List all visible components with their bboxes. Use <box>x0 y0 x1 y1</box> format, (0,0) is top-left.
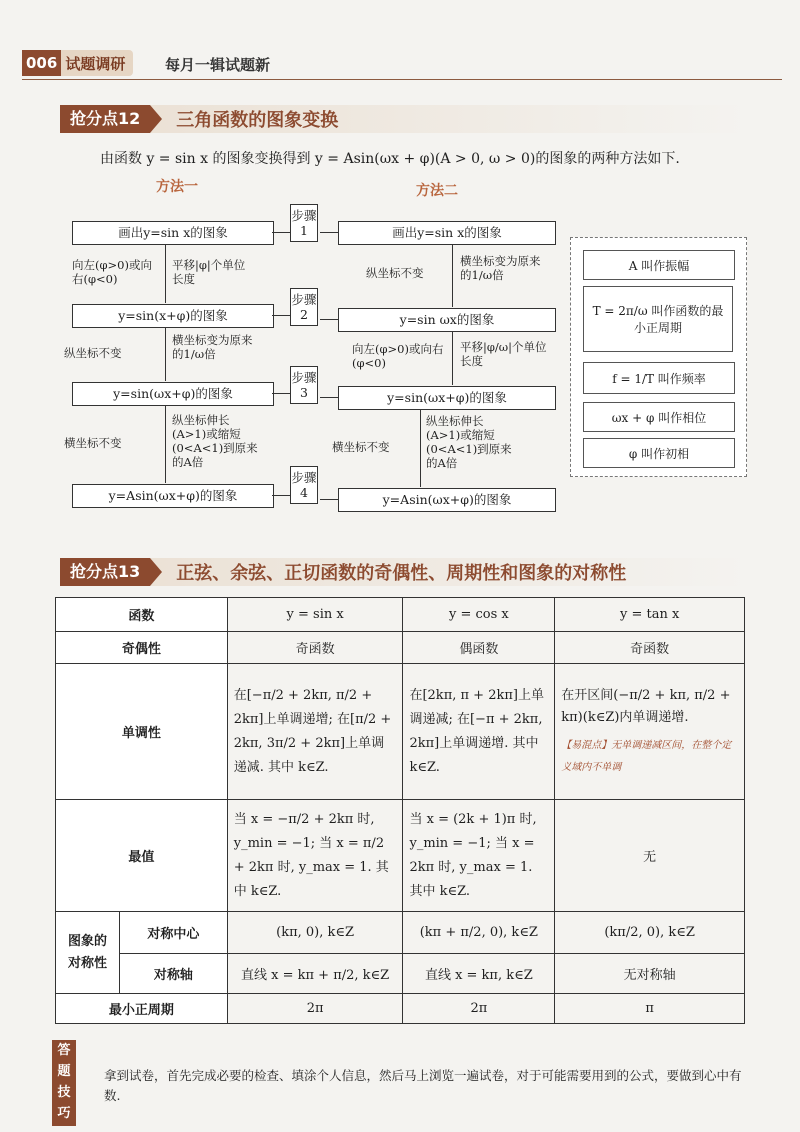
cell-sin-extrema: 当 x = −π/2 + 2kπ 时, y_min = −1; 当 x = π/2 + 2kπ 时, y_max = 1. 其中 k∈Z. <box>227 800 403 912</box>
m2-arrow-2 <box>452 332 453 385</box>
m2-connector-4 <box>320 499 338 500</box>
m2-connector-3 <box>320 397 338 398</box>
m2-note-shift-amt: 平移|φ/ω|个单位长度 <box>460 340 547 368</box>
tan-handwritten-note: 【易混点】无单调递减区间，在整个定义域内不单调 <box>561 739 732 773</box>
m2-box-2: y=sin ωx的图象 <box>338 308 556 332</box>
m2-note-h-scale: 横坐标变为原来的1/ω倍 <box>460 254 541 282</box>
cell-cos-center: (kπ + π/2, 0), k∈Z <box>403 912 555 954</box>
header-sin: y = sin x <box>227 598 403 632</box>
m1-box-4: y=Asin(ωx+φ)的图象 <box>72 484 274 508</box>
method-2-label: 方法二 <box>416 183 458 199</box>
m2-box-3: y=sin(ωx+φ)的图象 <box>338 386 556 410</box>
step-3: 步骤3 <box>290 366 318 404</box>
section-12-tag: 抢分点12 <box>60 105 150 133</box>
m2-arrow-3 <box>420 410 421 487</box>
cell-cos-parity: 偶函数 <box>403 632 555 664</box>
step-4: 步骤4 <box>290 466 318 504</box>
properties-table <box>55 597 745 1024</box>
m1-box-1: 画出y=sin x的图象 <box>72 221 274 245</box>
tan-monotonic-text: 在开区间(−π/2 + kπ, π/2 + kπ)(k∈Z)内单调递增. <box>561 687 731 725</box>
m2-arrow-1 <box>452 245 453 307</box>
step-2: 步骤2 <box>290 288 318 326</box>
m1-arrow-2 <box>165 328 166 381</box>
cell-sin-monotonic: 在[−π/2 + 2kπ, π/2 + 2kπ]上单调递增; 在[π/2 + 2kπ, 3π/2 + 2kπ]上单调递减. 其中 k∈Z. <box>227 664 403 800</box>
table-row <box>56 800 745 912</box>
step-1: 步骤1 <box>290 204 318 242</box>
cell-cos-axis: 直线 x = kπ, k∈Z <box>403 954 555 994</box>
m1-note-v-scale: 纵坐标伸长(A>1)或缩短(0<A<1)到原来的A倍 <box>172 413 258 469</box>
cell-sin-axis: 直线 x = kπ + π/2, k∈Z <box>227 954 403 994</box>
section-13-banner <box>60 558 750 586</box>
m1-arrow-3 <box>165 406 166 483</box>
row-label-axis: 对称轴 <box>119 954 227 994</box>
cell-sin-period: 2π <box>227 994 403 1024</box>
cell-tan-axis: 无对称轴 <box>555 954 745 994</box>
m2-note-v-keep: 纵坐标不变 <box>366 266 424 280</box>
row-label-symmetry: 图象的对称性 <box>56 912 120 994</box>
table-row <box>56 632 745 664</box>
m1-arrow-1 <box>165 245 166 303</box>
header-tan: y = tan x <box>555 598 745 632</box>
section-12-title: 三角函数的图象变换 <box>176 110 339 131</box>
m1-note-shift-amt: 平移|φ|个单位长度 <box>172 258 246 286</box>
cell-tan-monotonic <box>555 664 745 800</box>
m1-note-shift-dir: 向左(φ>0)或向右(φ<0) <box>72 258 152 286</box>
m1-connector-1 <box>272 232 290 233</box>
row-label-parity: 奇偶性 <box>56 632 228 664</box>
def-phase: ωx + φ 叫作相位 <box>583 402 735 432</box>
m1-connector-4 <box>272 495 290 496</box>
def-frequency: f = 1/T 叫作频率 <box>583 362 735 394</box>
table-row <box>56 664 745 800</box>
table-row <box>56 598 745 632</box>
m2-box-4: y=Asin(ωx+φ)的图象 <box>338 488 556 512</box>
cell-sin-parity: 奇函数 <box>227 632 403 664</box>
cell-tan-period: π <box>555 994 745 1024</box>
cell-tan-parity: 奇函数 <box>555 632 745 664</box>
m1-note-v-keep: 纵坐标不变 <box>64 346 122 360</box>
cell-tan-center: (kπ/2, 0), k∈Z <box>555 912 745 954</box>
header-rule <box>22 79 782 80</box>
table-row <box>56 912 745 954</box>
chevron-icon <box>150 558 162 586</box>
m2-note-h-keep: 横坐标不变 <box>332 440 390 454</box>
page-number: 006 <box>22 50 61 76</box>
m2-connector-2 <box>320 319 338 320</box>
section-12-banner <box>60 105 750 133</box>
def-period: T = 2π/ω 叫作函数的最小正周期 <box>583 286 733 352</box>
section-13-title: 正弦、余弦、正切函数的奇偶性、周期性和图象的对称性 <box>176 563 627 584</box>
header-function: 函数 <box>56 598 228 632</box>
m2-box-1: 画出y=sin x的图象 <box>338 221 556 245</box>
chevron-icon <box>150 105 162 133</box>
m1-box-3: y=sin(ωx+φ)的图象 <box>72 382 274 406</box>
m2-connector-1 <box>320 232 338 233</box>
m1-box-2: y=sin(x+φ)的图象 <box>72 304 274 328</box>
cell-cos-extrema: 当 x = (2k + 1)π 时, y_min = −1; 当 x = 2kπ 时, y_max = 1. 其中 k∈Z. <box>403 800 555 912</box>
def-amplitude: A 叫作振幅 <box>583 250 735 280</box>
m1-connector-3 <box>272 393 290 394</box>
section-12-intro: 由函数 y = sin x 的图象变换得到 y = Asin(ωx + φ)(A > 0, ω > 0)的图象的两种方法如下. <box>100 151 680 167</box>
m2-note-shift-dir: 向左(φ>0)或向右(φ<0) <box>352 342 444 370</box>
tip-label: 答题技巧 <box>52 1040 76 1126</box>
section-13-tag: 抢分点13 <box>60 558 150 586</box>
method-1-label: 方法一 <box>156 179 198 195</box>
table-row <box>56 994 745 1024</box>
header-badge <box>22 50 133 76</box>
row-label-center: 对称中心 <box>119 912 227 954</box>
m1-note-h-keep: 横坐标不变 <box>64 436 122 450</box>
row-label-monotonic: 单调性 <box>56 664 228 800</box>
cell-cos-monotonic: 在[2kπ, π + 2kπ]上单调递减; 在[−π + 2kπ, 2kπ]上单调递增. 其中 k∈Z. <box>403 664 555 800</box>
header-cos: y = cos x <box>403 598 555 632</box>
def-initial-phase: φ 叫作初相 <box>583 438 735 468</box>
tip-text: 拿到试卷，首先完成必要的检查、填涂个人信息，然后马上浏览一遍试卷，对于可能需要用到的公式，要做到心中有数. <box>104 1068 742 1103</box>
cell-tan-extrema: 无 <box>555 800 745 912</box>
row-label-period: 最小正周期 <box>56 994 228 1024</box>
definitions-box <box>570 237 747 477</box>
header-subtitle: 每月一辑试题新 <box>165 56 271 74</box>
m1-note-h-scale: 横坐标变为原来的1/ω倍 <box>172 333 253 361</box>
column-name: 试题调研 <box>65 54 126 73</box>
cell-sin-center: (kπ, 0), k∈Z <box>227 912 403 954</box>
cell-cos-period: 2π <box>403 994 555 1024</box>
m1-connector-2 <box>272 315 290 316</box>
row-label-extrema: 最值 <box>56 800 228 912</box>
m2-note-v-scale: 纵坐标伸长(A>1)或缩短(0<A<1)到原来的A倍 <box>426 414 512 470</box>
table-row <box>56 954 745 994</box>
